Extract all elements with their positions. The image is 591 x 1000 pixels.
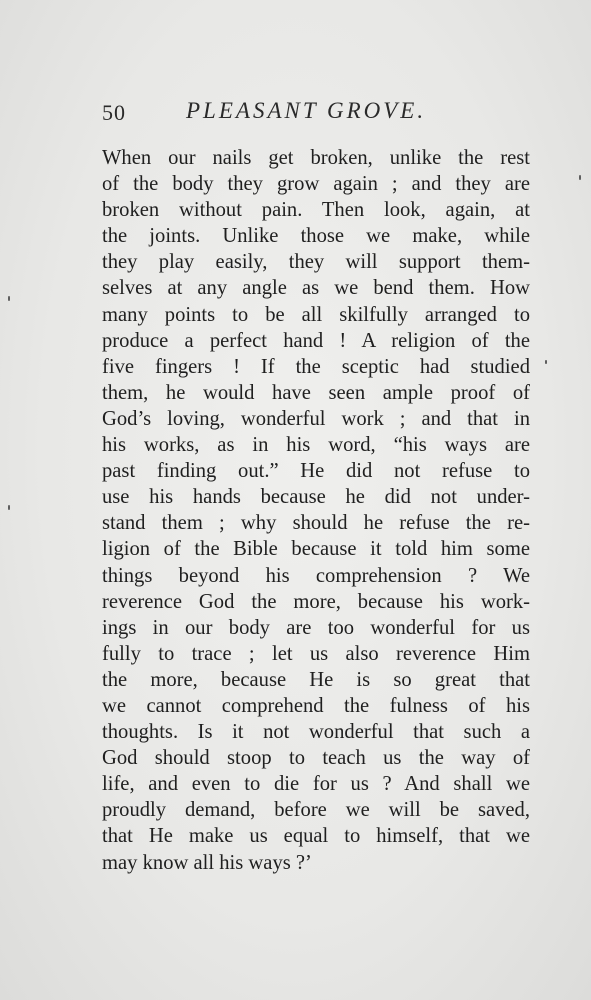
text-line: may know all his ways ?’ <box>102 851 312 874</box>
text-line: fully to trace ; let us also reverence Him <box>102 642 530 665</box>
text-line: God’s loving, wonderful work ; and that in <box>102 407 530 430</box>
text-line: use his hands because he did not under- <box>102 486 530 509</box>
body-text <box>102 145 530 876</box>
text-line: they play easily, they will support them- <box>102 251 530 274</box>
text-line: many points to be all skilfully arranged to <box>102 303 530 326</box>
paper-speck <box>8 296 10 301</box>
text-line: five fingers ! If the sceptic had studied <box>102 355 530 378</box>
text-line: God should stoop to teach us the way of <box>102 747 530 770</box>
text-line: ligion of the Bible because it told him some <box>102 538 530 561</box>
text-line: broken without pain. Then look, again, at <box>102 199 530 222</box>
text-line: we cannot comprehend the fulness of his <box>102 694 530 717</box>
text-line: them, he would have seen ample proof of <box>102 381 530 404</box>
text-line: things beyond his comprehension ? We <box>102 564 530 587</box>
text-line: the joints. Unlike those we make, while <box>102 225 530 248</box>
paper-speck <box>579 175 581 180</box>
text-line: reverence God the more, because his work- <box>102 590 530 613</box>
text-line: that He make us equal to himself, that we <box>102 825 530 848</box>
text-line: produce a perfect hand ! A religion of the <box>102 329 530 352</box>
text-line: past finding out.” He did not refuse to <box>102 460 530 483</box>
text-line: selves at any angle as we bend them. How <box>102 277 530 300</box>
text-line: life, and even to die for us ? And shall we <box>102 773 530 796</box>
text-line: stand them ; why should he refuse the re- <box>102 512 530 535</box>
text-line: ings in our body are too wonderful for us <box>102 616 530 639</box>
text-line: of the body they grow again ; and they are <box>102 173 530 196</box>
text-line: proudly demand, before we will be saved, <box>102 799 530 822</box>
paper-speck <box>8 505 10 510</box>
paper-speck <box>545 360 547 364</box>
text-line: his works, as in his word, “his ways are <box>102 434 530 457</box>
running-title: PLEASANT GROVE. <box>186 98 427 123</box>
page-number: 50 <box>102 100 126 125</box>
text-line: the more, because He is so great that <box>102 668 530 691</box>
text-line: thoughts. Is it not wonderful that such a <box>102 721 530 744</box>
text-line: When our nails get broken, unlike the rest <box>102 147 530 169</box>
page-header <box>102 96 522 136</box>
